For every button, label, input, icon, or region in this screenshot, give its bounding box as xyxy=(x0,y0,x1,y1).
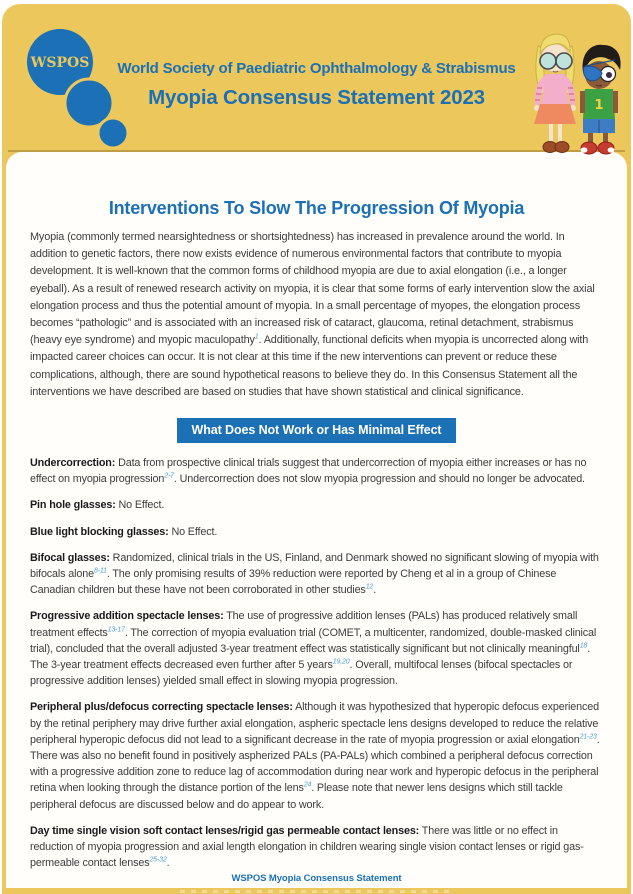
reference-superscript: 21-23 xyxy=(579,733,597,741)
header-band xyxy=(2,4,631,152)
logo-text: WSPOS xyxy=(30,55,90,71)
statement-item: Progressive addition spectacle lenses: The use of progressive addition lenses (PALs) has produced relatively small treatment effects$^{13-17}$. The correction of myopia evaluation trial (COMET, a multicenter, randomized, double-masked clinical trial), concluded that the overall adjusted 3-year treatment effect was statistically significant but not clinically meaningful$^{18}$. The 3-year treatment effects decreased even further after 5 years$^{19,20}$. Overall, multifocal lenses (bifocal spectacles or progressive addition lenses) yielded small effect in slowing myopia progression. xyxy=(30,610,597,688)
intro-paragraph: Myopia (commonly termed nearsightedness or shortsightedness) has increased in prevalence around the world. In addition to genetic factors, there now exists evidence of numerous environmental factors that contribute to myopia development. It is well-known that the common forms of childhood myopia are due to axial elongation (i.e., a longer eyeball). As a result of renewed research activity on myopia, it is clear that some forms of early intervention slow the axial elongation process and thus the potential amount of myopia. In a small percentage of myopes, the elongation process becomes “pathologic” and is associated with an increased risk of cataract, glaucoma, retinal detachment, strabismus (heavy eye syndrome) and myopic maculopathy$^1$. Additionally, functional deficits when myopia is uncorrected along with impacted career choices can occur. It is not clear at this time if the new interventions can prevent or reduce these complications, although, there are sound hypothetical reasons to believe they do. In this Consensus Statement all the interventions we have described are based on studies that have shown statistical and clinical significance. xyxy=(30,231,595,398)
item-label: Peripheral plus/defocus correcting spectacle lenses: xyxy=(30,701,293,714)
girl-figure xyxy=(534,34,576,153)
item-label: Day time single vision soft contact lenses/rigid gas permeable contact lenses: xyxy=(30,824,420,837)
girl-glasses-left-lens xyxy=(540,53,556,69)
doc-title: Myopia Consensus Statement 2023 xyxy=(148,86,485,109)
children-illustration xyxy=(525,20,631,156)
statement-item: Blue light blocking glasses: No Effect. xyxy=(30,525,218,538)
content-card xyxy=(6,152,627,888)
reference-superscript: 2-7 xyxy=(164,472,174,480)
reference-superscript: 24 xyxy=(303,781,312,789)
item-label: Undercorrection: xyxy=(30,457,116,470)
items-list xyxy=(30,455,603,871)
section-banner: What Does Not Work or Has Minimal Effect xyxy=(177,418,457,443)
org-title: World Society of Paediatric Ophthalmology & Strabismus xyxy=(117,60,516,77)
reference-superscript: 18 xyxy=(579,642,588,650)
bottom-strip xyxy=(180,890,453,893)
svg-text:1: 1 xyxy=(594,98,604,113)
statement-item: Bifocal glasses: Randomized, clinical trials in the US, Finland, and Denmark showed no significant slowing of myopia with bifocals alone$^{8-11}$. The only promising results of 39% reduction were reported by Cheng et al in a group of Chinese Canadian children but these have not been corroborated in other studies$^{12}$. xyxy=(30,551,599,597)
item-label: Blue light blocking glasses: xyxy=(30,525,169,538)
item-label: Bifocal glasses: xyxy=(30,551,110,564)
reference-superscript: 13-17 xyxy=(107,626,125,634)
reference-superscript: 1 xyxy=(254,333,259,341)
reference-superscript: 19,20 xyxy=(332,658,350,666)
reference-superscript: 12 xyxy=(365,583,374,591)
header-titles xyxy=(72,4,561,152)
statement-item: Peripheral plus/defocus correcting spectacle lenses: Although it was hypothesized that hyperopic defocus experienced by the retinal periphery may drive further axial elongation, aspheric spectacle lens designs developed to reduce the relative peripheral hyperopic defocus did not lead to a significant decrease in the rate of myopia progression or axial elongation$^{21-23}$. There was also no benefit found in positively aspherized PALs (PA-PALs) which combined a peripheral defocus correction with a progressive addition zone to reduce lag of accommodation during near work and hyperopic defocus in the peripheral retina when looking through the distance portion of the lens$^{24}$. Please note that newer lens designs which still tackle peripheral defocus are discussed below and do appear to work. xyxy=(30,701,600,811)
girl-glasses-right-lens xyxy=(556,53,572,69)
footer-text: WSPOS Myopia Consensus Statement xyxy=(231,873,402,884)
statement-item: Undercorrection: Data from prospective clinical trials suggest that undercorrection of myopia either increases or has no effect on myopia progression$^{2-7}$. Undercorrection does not slow myopia progression and should no longer be advocated. xyxy=(30,457,587,486)
boy-figure xyxy=(580,45,621,154)
page-title: Interventions To Slow The Progression Of Myopia xyxy=(108,198,525,218)
item-label: Progressive addition spectacle lenses: xyxy=(30,610,224,623)
statement-item: Day time single vision soft contact lenses/rigid gas permeable contact lenses: There was little or no effect in reduction of myopia progression and axial length elongation in children wearing single vision contact lenses or rigid gas-permeable contact lenses$^{25-32}$. xyxy=(30,824,584,870)
reference-superscript: 8-11 xyxy=(93,567,107,575)
reference-superscript: 25-32 xyxy=(149,856,167,864)
item-label: Pin hole glasses: xyxy=(30,499,116,512)
statement-item: Pin hole glasses: No Effect. xyxy=(30,499,165,512)
